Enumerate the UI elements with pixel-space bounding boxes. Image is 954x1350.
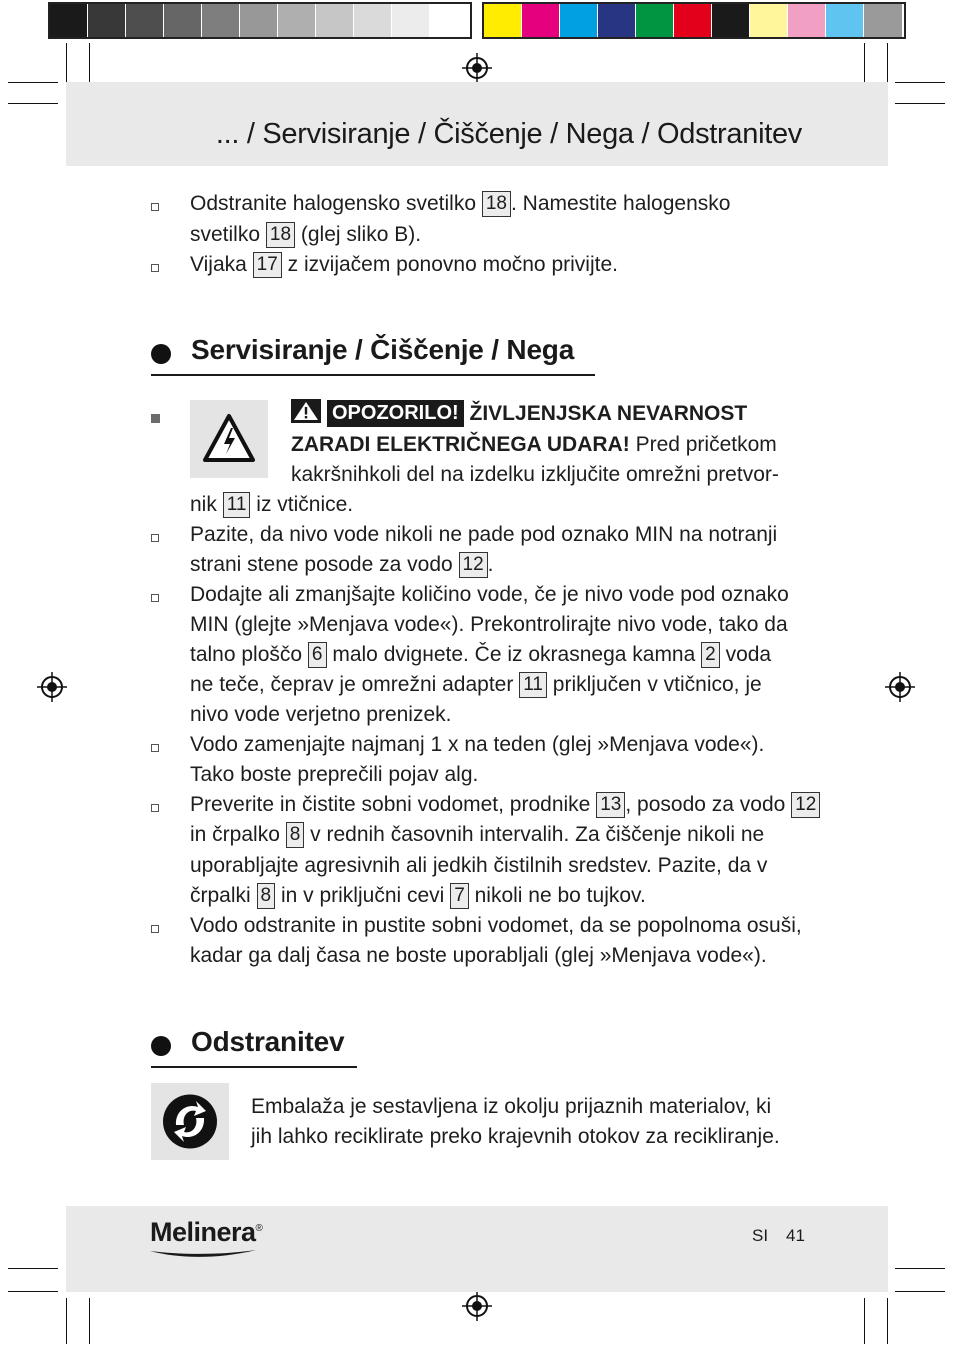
crop-mark — [895, 103, 945, 104]
section-bullet-icon — [151, 1036, 171, 1056]
crop-mark — [66, 43, 67, 87]
list-item-continuation: MIN (glejte »Menjava vode«). Prekontrolirajte nivo vode, tako da — [190, 613, 788, 636]
list-item: Preverite in čistite sobni vodomet, prodnike 13 , posodo za vodo 12 — [190, 790, 820, 820]
warning-triangle-icon — [291, 399, 321, 423]
part-reference: 2 — [701, 642, 720, 668]
color-swatch — [88, 4, 126, 37]
color-swatch — [560, 4, 598, 37]
crop-mark — [895, 1291, 945, 1292]
warning-label: OPOZORILO! — [327, 400, 464, 427]
disposal-text: Embalaža je sestavljena iz okolju prijaznih materialov, ki — [251, 1095, 772, 1118]
part-reference: 11 — [519, 672, 547, 698]
bullet-icon — [151, 925, 159, 933]
color-swatch — [50, 4, 88, 37]
bullet-icon — [151, 744, 159, 752]
color-swatch — [392, 4, 430, 37]
list-item-continuation: talno ploščo 6 malo dvigнete. Če iz okrasnega kamna 2 voda — [190, 643, 772, 666]
part-reference: 8 — [257, 883, 276, 909]
list-item-continuation: uporabljajte agresivnih ali jedkih čistilnih sredstev. Pazite, da v — [190, 854, 768, 877]
part-reference: 17 — [253, 252, 282, 278]
color-swatch — [484, 4, 522, 37]
color-calibration-strip — [482, 2, 906, 39]
language-code: SI — [752, 1226, 769, 1245]
bullet-icon — [151, 264, 159, 272]
disposal-text: jih lahko reciklirate preko krajevnih otokov za recikliranje. — [251, 1125, 780, 1148]
list-item-continuation: strani stene posode za vodo 12 . — [190, 553, 494, 576]
color-swatch — [788, 4, 826, 37]
part-reference: 11 — [223, 492, 251, 518]
list-item-continuation: nivo vode verjetno prenizek. — [190, 703, 452, 726]
list-item-continuation: in črpalko 8 v rednih časovnih intervalih. Za čiščenje nikoli ne — [190, 823, 765, 846]
color-swatch — [126, 4, 164, 37]
color-swatch — [430, 4, 468, 37]
list-item: Vijaka 17 z izvijačem ponovno močno privijte. — [190, 253, 618, 276]
section-heading-care: Servisiranje / Čiščenje / Nega — [151, 334, 595, 376]
crop-mark — [895, 1268, 945, 1269]
color-swatch — [240, 4, 278, 37]
part-reference: 18 — [482, 191, 511, 217]
warning-heading: OPOZORILO! ŽIVLJENJSKA NEVARNOST — [291, 399, 747, 429]
brand-logo: Melinera® — [150, 1217, 263, 1247]
color-swatch — [864, 4, 902, 37]
color-swatch — [278, 4, 316, 37]
list-item: Dodajte ali zmanjšajte količino vode, če je nivo vode pod oznako — [190, 583, 789, 606]
brand-swoosh-icon — [150, 1248, 256, 1258]
list-item-continuation: kadar ga dalj časa ne boste uporabljali (glej »Menjava vode«). — [190, 944, 767, 967]
list-item-continuation: črpalki 8 in v priključni cevi 7 nikoli ne bo tujkov. — [190, 884, 646, 907]
part-reference: 18 — [266, 222, 295, 248]
list-item-continuation: ne teče, čeprav je omrežni adapter 11 priključen v vtičnico, je — [190, 673, 762, 696]
bullet-icon — [151, 534, 159, 542]
color-swatch — [316, 4, 354, 37]
color-swatch — [598, 4, 636, 37]
color-swatch — [202, 4, 240, 37]
part-reference: 8 — [286, 822, 305, 848]
list-item-continuation: Tako boste preprečili pojav alg. — [190, 763, 479, 786]
crop-mark — [8, 1268, 58, 1269]
warning-text: ZARADI ELEKTRIČNEGA UDARA! Pred pričetkom — [291, 433, 777, 456]
list-item-continuation: svetilko 18 (glej sliko B). — [190, 223, 422, 246]
bullet-icon — [151, 203, 159, 211]
color-swatch — [636, 4, 674, 37]
crop-mark — [8, 82, 58, 83]
color-swatch — [712, 4, 750, 37]
section-heading-disposal: Odstranitev — [151, 1026, 357, 1068]
crop-mark — [8, 103, 58, 104]
part-reference: 13 — [596, 792, 625, 818]
color-swatch — [164, 4, 202, 37]
crop-mark — [887, 43, 888, 87]
color-swatch — [826, 4, 864, 37]
page-title: ... / Servisiranje / Čiščenje / Nega / Odstranitev — [215, 118, 802, 150]
part-reference: 6 — [308, 642, 327, 668]
color-swatch — [522, 4, 560, 37]
recycling-icon-box — [151, 1083, 229, 1160]
warning-text: kakršnihkoli del na izdelku izključite omrežni pretvor- — [291, 463, 779, 486]
registration-mark-icon — [462, 1291, 492, 1321]
warning-text: nik 11 iz vtičnice. — [190, 493, 354, 516]
registration-mark-icon — [37, 672, 67, 702]
crop-mark — [8, 1291, 58, 1292]
green-dot-recycling-icon — [151, 1083, 229, 1160]
color-swatch — [750, 4, 788, 37]
grayscale-calibration-strip — [48, 2, 472, 39]
part-reference: 7 — [450, 883, 469, 909]
part-reference: 12 — [459, 552, 488, 578]
crop-mark — [864, 43, 865, 87]
list-item: Pazite, da nivo vode nikoli ne pade pod oznako MIN na notranji — [190, 523, 778, 546]
bullet-icon — [151, 594, 159, 602]
page-number: 41 — [786, 1226, 805, 1245]
registration-mark-icon — [885, 672, 915, 702]
electric-shock-warning-icon — [190, 400, 268, 478]
color-swatch — [354, 4, 392, 37]
list-item: Odstranite halogensko svetilko 18 . Namestite halogensko — [190, 192, 731, 215]
bullet-icon — [151, 804, 159, 812]
crop-mark — [864, 1298, 865, 1344]
registration-mark-icon — [462, 53, 492, 83]
color-swatch — [674, 4, 712, 37]
crop-mark — [895, 82, 945, 83]
section-bullet-icon — [151, 344, 171, 364]
crop-mark — [89, 43, 90, 87]
part-reference: 12 — [791, 792, 820, 818]
electric-hazard-icon-box — [190, 400, 268, 478]
crop-mark — [66, 1298, 67, 1344]
list-item: Vodo zamenjajte najmanj 1 x na teden (glej »Menjava vode«). — [190, 733, 765, 756]
bullet-icon — [151, 414, 160, 423]
list-item: Vodo odstranite in pustite sobni vodomet, da se popolnoma osuši, — [190, 914, 802, 937]
crop-mark — [89, 1298, 90, 1344]
crop-mark — [887, 1298, 888, 1344]
